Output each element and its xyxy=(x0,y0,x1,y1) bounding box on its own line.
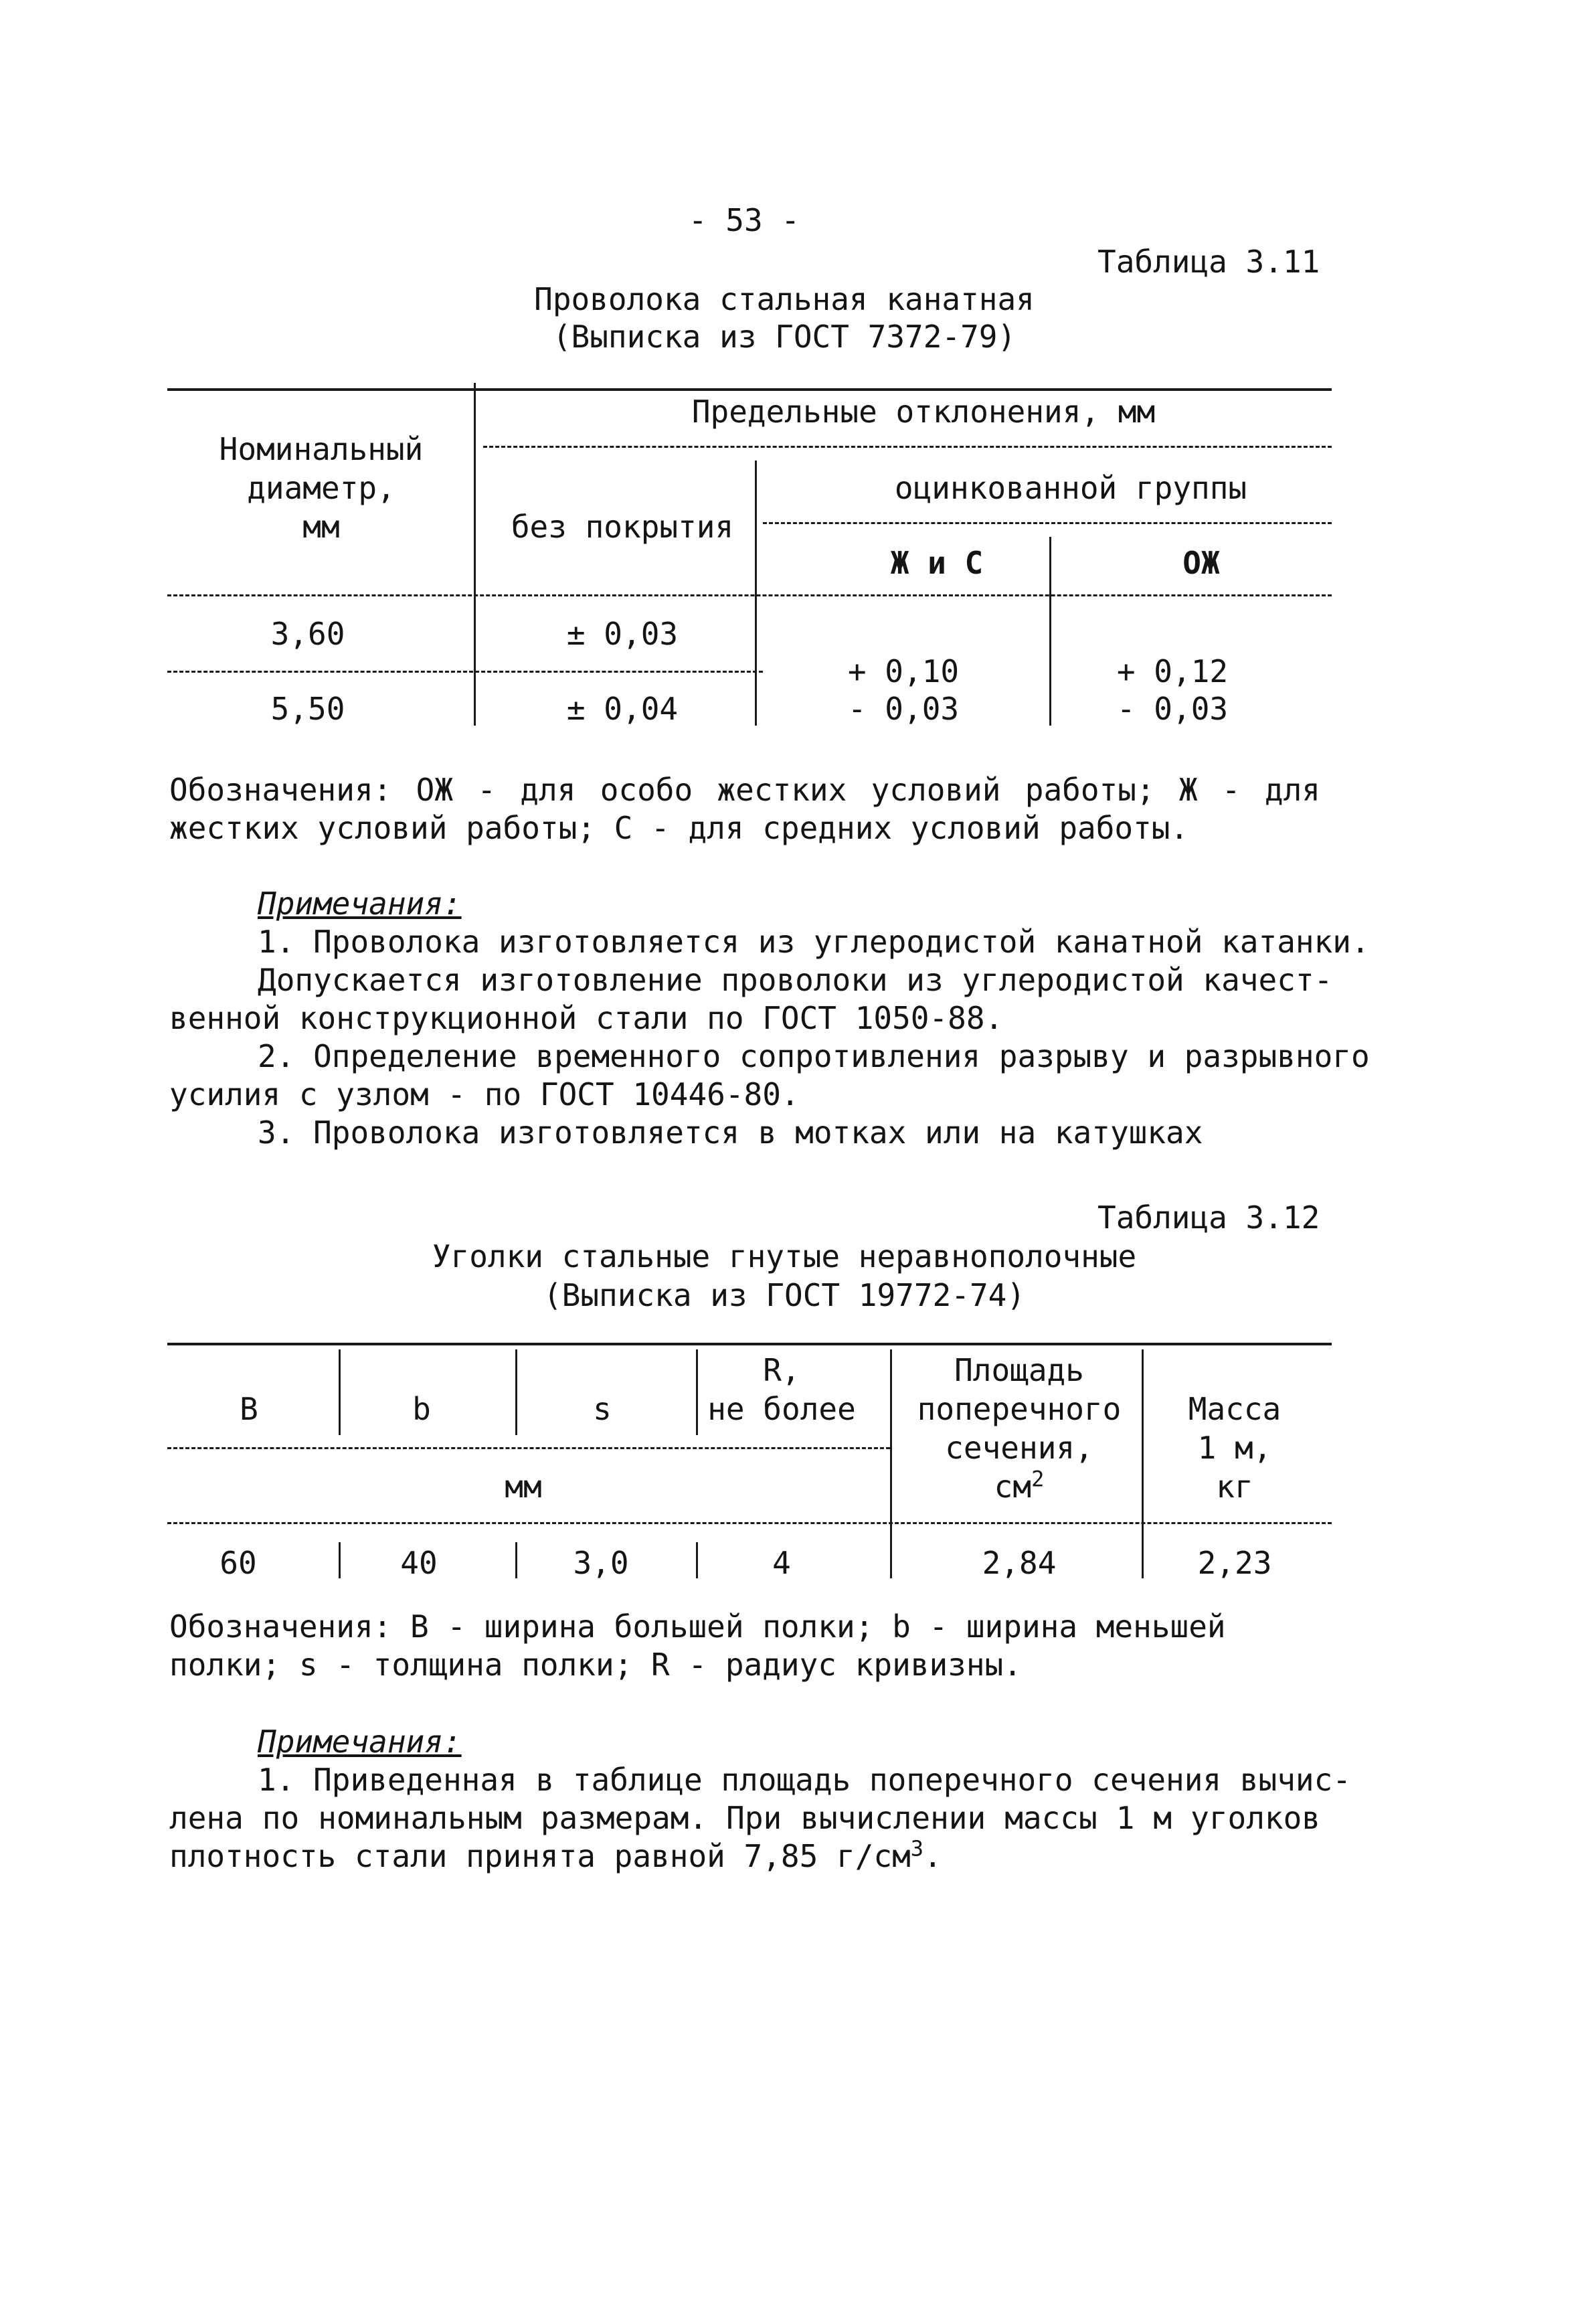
col-separator-2 xyxy=(755,461,757,726)
col-header-uncoated: без покрытия xyxy=(511,509,734,545)
row-b: 40 xyxy=(400,1545,438,1581)
legend-3-12 xyxy=(169,1608,1320,1684)
table-top-rule xyxy=(167,1343,1332,1345)
col-header-s: s xyxy=(593,1391,612,1427)
row-s: 3,0 xyxy=(573,1545,629,1581)
table-top-rule xyxy=(167,388,1332,391)
header-bottom-rule xyxy=(167,594,1332,596)
col-header-area-line2: поперечного xyxy=(917,1391,1122,1427)
table-3-11-title: Проволока стальная канатная xyxy=(534,281,1035,317)
col-separator-s xyxy=(696,1349,698,1435)
row-area: 2,84 xyxy=(982,1545,1057,1581)
col-separator-R xyxy=(890,1349,892,1578)
col-header-mass-line2: 1 м, xyxy=(1197,1430,1272,1466)
col-header-B: В xyxy=(240,1391,258,1427)
notes-heading: Примечания: xyxy=(258,886,462,922)
density-exponent: 3 xyxy=(910,1835,924,1861)
row-1-uncoated: ± 0,03 xyxy=(566,616,679,652)
row-separator xyxy=(515,1542,517,1578)
row-divider xyxy=(167,671,763,673)
col-header-b: b xyxy=(412,1391,431,1427)
note-line: венной конструкционной стали по ГОСТ 1050-88. xyxy=(169,1000,1004,1036)
header-rule-2 xyxy=(763,522,1332,524)
header-rule-1 xyxy=(483,446,1332,448)
header-bottom-rule xyxy=(167,1522,1332,1524)
note-line: усилия с узлом - по ГОСТ 10446-80. xyxy=(169,1076,800,1112)
note-line: 3. Проволока изготовляется в мотках или на катушках xyxy=(258,1114,1203,1151)
row-1-diameter: 3,60 xyxy=(270,616,345,652)
zh-s-plus: + 0,10 xyxy=(847,653,960,689)
table-3-12-title: Уголки стальные гнутые неравнополочные xyxy=(432,1238,1137,1274)
row-2-uncoated: ± 0,04 xyxy=(566,691,679,727)
unit-mm: мм xyxy=(505,1469,542,1505)
note-line: Допускается изготовление проволоки из углеродистой качест- xyxy=(258,962,1333,998)
density-end: . xyxy=(923,1838,942,1874)
col-header-deviations: Предельные отклонения, мм xyxy=(691,394,1156,430)
row-2-diameter: 5,50 xyxy=(270,691,345,727)
col-header-galvanized: оцинкованной группы xyxy=(894,470,1247,506)
row-R: 4 xyxy=(772,1545,791,1581)
note-line: 2. Определение временного сопротивления разрыву и разрывного xyxy=(258,1038,1370,1074)
row-separator xyxy=(696,1542,698,1578)
table-3-12-label: Таблица 3.12 xyxy=(1097,1199,1320,1236)
legend-line: Обозначения: В - ширина большей полки; b - ширина меньшей xyxy=(169,1608,1226,1645)
legend-3-11 xyxy=(169,771,1320,847)
col-separator-1 xyxy=(474,383,476,726)
row-B: 60 xyxy=(219,1545,257,1581)
col-header-area-line1: Площадь xyxy=(954,1352,1084,1388)
table-3-11-source: (Выписка из ГОСТ 7372-79) xyxy=(552,319,1017,355)
note-line: 1. Приведенная в таблице площадь поперечного сечения вычис- xyxy=(258,1762,1351,1798)
col-header-diameter-line1: Номинальный xyxy=(219,431,424,467)
notes-3-12 xyxy=(169,1723,1351,1876)
header-rule-mid xyxy=(167,1447,890,1449)
density-text: плотность стали принята равной 7,85 г/см xyxy=(169,1838,911,1874)
note-line: лена по номинальным размерам. При вычислении массы 1 м уголков xyxy=(169,1800,1320,1836)
col-header-diameter-line2: диаметр, xyxy=(247,470,395,506)
row-separator xyxy=(339,1542,341,1578)
note-line: 1. Проволока изготовляется из углеродистой канатной катанки. xyxy=(258,924,1370,960)
col-separator-B xyxy=(339,1349,341,1435)
zh-s-minus: - 0,03 xyxy=(847,691,960,727)
col-header-mass-line3: кг xyxy=(1216,1469,1253,1505)
table-3-12-source: (Выписка из ГОСТ 19772-74) xyxy=(543,1277,1026,1313)
notes-3-11 xyxy=(169,885,1370,1152)
col-header-area-line3: сечения, xyxy=(945,1430,1093,1466)
col-separator-area xyxy=(1142,1349,1144,1578)
area-unit-exponent: 2 xyxy=(1031,1466,1045,1492)
ozh-minus: - 0,03 xyxy=(1116,691,1229,727)
legend-line: жестких условий работы; С - для средних условий работы. xyxy=(169,810,1189,846)
legend-line: полки; s - толщина полки; R - радиус кривизны. xyxy=(169,1647,1022,1683)
legend-line: Обозначения: ОЖ - для особо жестких условий работы; Ж - для xyxy=(169,772,1320,808)
area-unit: см xyxy=(994,1469,1032,1505)
note-line xyxy=(169,1837,1320,1876)
ozh-plus: + 0,12 xyxy=(1116,653,1229,689)
notes-heading: Примечания: xyxy=(258,1724,462,1760)
col-header-ozh: ОЖ xyxy=(1182,545,1220,581)
col-separator-b xyxy=(515,1349,517,1435)
page-number: - 53 - xyxy=(688,202,800,238)
col-header-R-line2: не более xyxy=(707,1391,856,1427)
col-header-mass-line1: Масса xyxy=(1188,1391,1282,1427)
col-header-zh-s: Ж и С xyxy=(890,545,984,581)
table-3-11-label: Таблица 3.11 xyxy=(1097,244,1320,280)
row-mass: 2,23 xyxy=(1197,1545,1272,1581)
col-header-R-line1: R, xyxy=(763,1352,800,1388)
col-header-area-line4 xyxy=(994,1466,1045,1505)
col-header-diameter-line3: мм xyxy=(302,509,340,545)
col-separator-3 xyxy=(1049,537,1051,726)
